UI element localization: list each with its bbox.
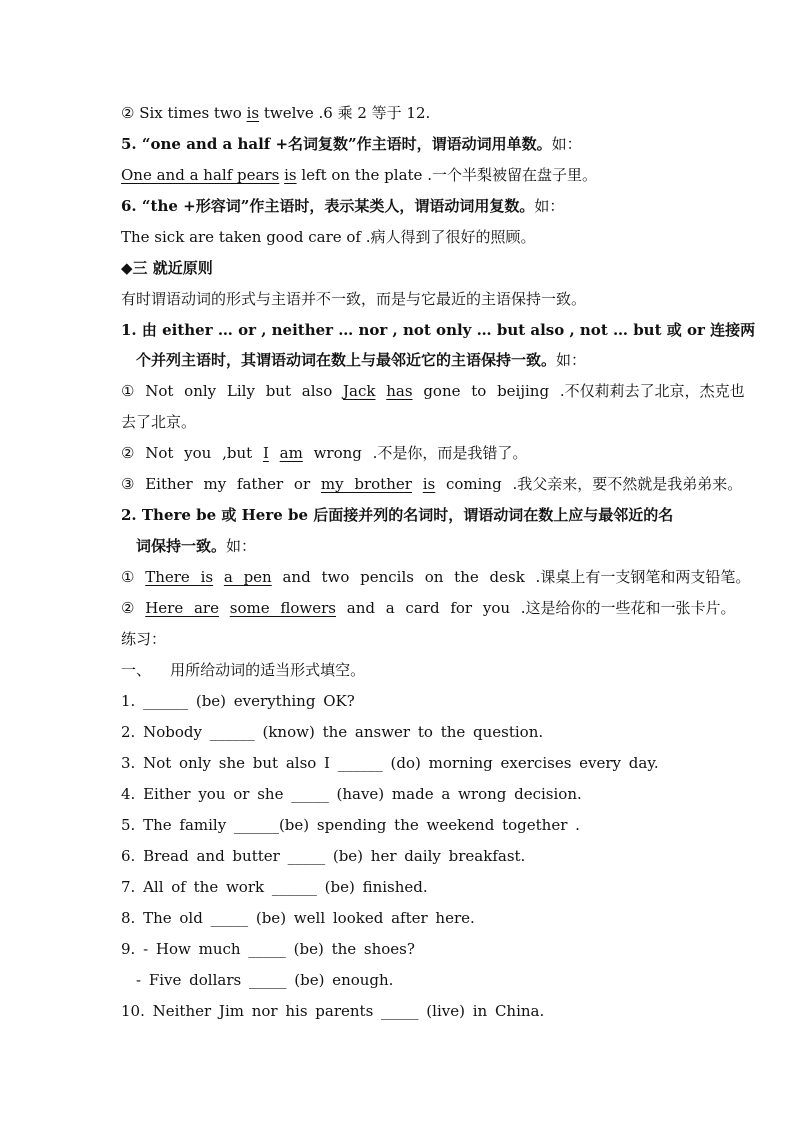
example-line xyxy=(121,597,736,619)
underlined-text: some flowers xyxy=(229,599,336,617)
text: twelve .6 乘 2 等于 12. xyxy=(259,104,431,122)
exercise-item: 8. The old _____ (be) well looked after here. xyxy=(121,909,475,927)
text: ① Not only Lily but also xyxy=(121,382,343,400)
exercise-item: 9. - How much _____ (be) the shoes? xyxy=(121,940,415,958)
exercise-item: 2. Nobody ______ (know) the answer to the question. xyxy=(121,723,544,741)
exercise-item: 5. The family ______(be) spending the weekend together . xyxy=(121,816,580,834)
example-line xyxy=(121,164,688,186)
text: gone to beijing .不仅莉莉去了北京，杰克也 xyxy=(412,382,745,400)
example-line: The sick are taken good care of .病人得到了很好的照顾。 xyxy=(121,228,536,246)
exercise-item: 10. Neither Jim nor his parents _____ (live) in China. xyxy=(121,1002,545,1020)
paragraph: 有时谓语动词的形式与主语并不一致，而是与它最近的主语保持一致。 xyxy=(121,290,587,308)
rule-text: 词保持一致。 xyxy=(136,537,227,555)
text: ① xyxy=(121,568,146,586)
exercise-instruction: 一、 用所给动词的适当形式填空。 xyxy=(121,661,366,679)
rule-tail: 如： xyxy=(226,537,257,555)
text: and two pencils on the desk .课桌上有一支钢笔和两支铅笔。 xyxy=(271,568,751,586)
rule-tail: 如： xyxy=(534,197,565,215)
underlined-text: is xyxy=(422,475,436,493)
example-line xyxy=(121,442,688,464)
rule-tail: 如： xyxy=(556,351,587,369)
rule-number: 6. xyxy=(121,197,137,215)
text: and a card for you .这是给你的一些花和一张卡片。 xyxy=(335,599,736,617)
exercise-heading: 练习： xyxy=(121,630,167,648)
underlined-text: is xyxy=(246,104,260,122)
rule-text: 个并列主语时，其谓语动词在数上与最邻近它的主语保持一致。 xyxy=(136,351,557,369)
example-line xyxy=(121,102,688,124)
underlined-text: Jack xyxy=(343,382,376,400)
rule-tail: 如： xyxy=(551,135,582,153)
underlined-text: a pen xyxy=(223,568,272,586)
rule-number: 5. xyxy=(121,135,137,153)
exercise-item: 4. Either you or she _____ (have) made a wrong decision. xyxy=(121,785,582,803)
underlined-text: There is xyxy=(145,568,214,586)
rule-heading-continued xyxy=(136,535,688,557)
example-line xyxy=(121,473,743,495)
text: ③ Either my father or xyxy=(121,475,321,493)
rule-heading xyxy=(121,133,688,155)
exercise-item: 6. Bread and butter _____ (be) her daily breakfast. xyxy=(121,847,526,865)
exercise-item: 3. Not only she but also I ______ (do) morning exercises every day. xyxy=(121,754,659,772)
example-line xyxy=(121,380,745,402)
underlined-text: am xyxy=(279,444,303,462)
underlined-text: my brother xyxy=(320,475,412,493)
text: ② Not you ,but xyxy=(121,444,263,462)
text: wrong .不是你，而是我错了。 xyxy=(302,444,528,462)
rule-heading-continued xyxy=(136,349,688,371)
rule-text: “one and a half +名词复数”作主语时，谓语动词用单数。 xyxy=(136,135,552,153)
text: ② xyxy=(121,599,146,617)
exercise-item: - Five dollars _____ (be) enough. xyxy=(136,971,394,989)
text: left on the plate .一个半梨被留在盘子里。 xyxy=(296,166,597,184)
underlined-text: is xyxy=(284,166,297,184)
underlined-text: has xyxy=(386,382,413,400)
underlined-text: One and a half pears xyxy=(121,166,280,184)
exercise-item: 7. All of the work ______ (be) finished. xyxy=(121,878,428,896)
example-line-continued: 去了北京。 xyxy=(121,413,197,431)
underlined-text: Here are xyxy=(145,599,219,617)
rule-heading: 1. 由 either … or , neither … nor , not only … but also , not … but 或 or 连接两 xyxy=(121,321,756,339)
section-heading: ◆三 就近原则 xyxy=(121,259,213,277)
underlined-text: I xyxy=(262,444,269,462)
rule-text: “the +形容词”作主语时，表示某类人，谓语动词用复数。 xyxy=(136,197,535,215)
exercise-item: 1. ______ (be) everything OK? xyxy=(121,692,355,710)
example-line xyxy=(121,566,751,588)
text: ② Six times two xyxy=(121,104,247,122)
text: coming .我父亲来，要不然就是我弟弟来。 xyxy=(435,475,743,493)
rule-heading: 2. There be 或 Here be 后面接并列的名词时，谓语动词在数上应与最邻近的名 xyxy=(121,506,674,524)
rule-heading xyxy=(121,195,688,217)
